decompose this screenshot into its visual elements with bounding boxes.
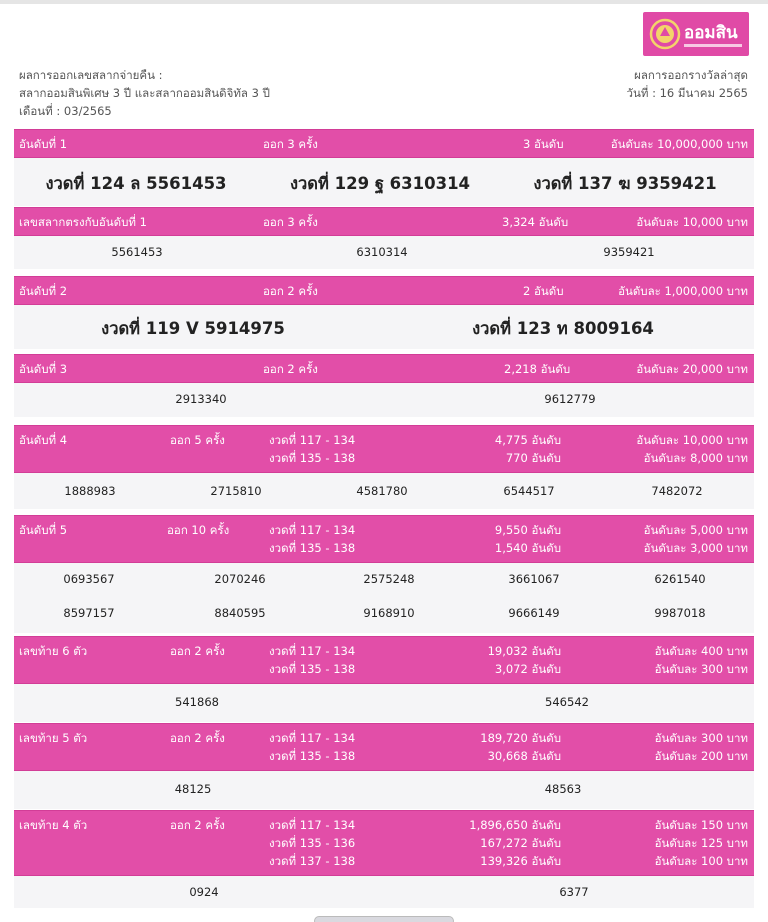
winning-number: 2070246 <box>214 572 266 586</box>
prize-2-header <box>14 276 754 305</box>
draw-times: ออก 2 ครั้ง <box>170 731 225 745</box>
winning-number: 7482072 <box>651 484 703 498</box>
prize-count: 3 อันดับ <box>523 137 564 151</box>
period-range: งวดที่ 135 - 136 <box>269 836 356 850</box>
prize-count: 189,720 อันดับ <box>480 731 561 745</box>
winning-number: 6261540 <box>654 572 706 586</box>
winning-number: 8840595 <box>214 606 266 620</box>
prize-amount: อันดับละ 5,000 บาท <box>643 523 748 537</box>
latest-results-label: ผลการออกรางวัลล่าสุด <box>634 68 748 82</box>
period-range: งวดที่ 117 - 134 <box>269 818 356 832</box>
period-range: งวดที่ 117 - 134 <box>269 523 356 537</box>
prize-count: 19,032 อันดับ <box>487 644 561 658</box>
last-6-digits-numbers <box>14 684 754 722</box>
header-left <box>19 66 270 120</box>
prize-3-header <box>14 354 754 383</box>
prize-count: 167,272 อันดับ <box>480 836 561 850</box>
prize-1-match-section <box>14 207 754 269</box>
period-range: งวดที่ 117 - 134 <box>269 644 356 658</box>
winning-number: 541868 <box>175 695 219 709</box>
prize-count: 770 อันดับ <box>505 451 561 465</box>
prize-amount: อันดับละ 125 บาท <box>654 836 748 850</box>
winning-number: 48125 <box>174 782 212 796</box>
winning-number: งวดที่ 129 ฐ 6310314 <box>289 174 471 193</box>
prize-3-numbers <box>14 383 754 417</box>
prize-amount: อันดับละ 150 บาท <box>654 818 748 832</box>
prize-label: อันดับที่ 2 <box>19 284 68 298</box>
prize-label: อันดับที่ 4 <box>19 433 68 447</box>
prize-amount: อันดับละ 10,000,000 บาท <box>610 137 748 151</box>
winning-number: 9612779 <box>544 392 596 406</box>
prize-amount: อันดับละ 20,000 บาท <box>636 362 748 376</box>
winning-number: 3661067 <box>508 572 560 586</box>
winning-number: 8597157 <box>63 606 115 620</box>
winning-number: 0693567 <box>63 572 115 586</box>
header-subtitle: สลากออมสินพิเศษ 3 ปี และสลากออมสินดิจิทัล 3 ปี <box>19 86 270 100</box>
prize-amount: อันดับละ 8,000 บาท <box>643 451 748 465</box>
last-5-digits-header <box>14 723 754 771</box>
draw-times: ออก 2 ครั้ง <box>170 644 225 658</box>
prize-amount: อันดับละ 10,000 บาท <box>636 433 748 447</box>
winning-number: งวดที่ 119 V 5914975 <box>101 319 285 338</box>
winning-number: 2913340 <box>175 392 227 406</box>
draw-times: ออก 2 ครั้ง <box>170 818 225 832</box>
last-5-digits-section <box>14 723 754 809</box>
last-4-digits-section <box>14 810 754 908</box>
draw-date: วันที่ : 16 มีนาคม 2565 <box>626 86 748 100</box>
draw-times: ออก 2 ครั้ง <box>263 362 318 376</box>
winning-number: 6310314 <box>356 245 408 259</box>
logo-text: ออมสิน <box>684 23 738 43</box>
prize-label: เลขท้าย 5 ตัว <box>19 731 88 745</box>
last-4-digits-header <box>14 810 754 876</box>
winning-number: 4581780 <box>356 484 408 498</box>
prize-amount: อันดับละ 10,000 บาท <box>636 215 748 229</box>
prize-count: 3,072 อันดับ <box>494 662 561 676</box>
prize-label: อันดับที่ 5 <box>19 523 68 537</box>
prize-5-numbers <box>14 563 754 633</box>
last-5-digits-numbers <box>14 771 754 809</box>
prize-4-header <box>14 425 754 473</box>
winning-number: 9359421 <box>603 245 655 259</box>
prize-count: 9,550 อันดับ <box>494 523 561 537</box>
scroll-handle[interactable] <box>314 916 454 922</box>
period-range: งวดที่ 135 - 138 <box>269 541 356 555</box>
period-range: งวดที่ 135 - 138 <box>269 451 356 465</box>
last-6-digits-header <box>14 636 754 684</box>
gsb-logo[interactable] <box>643 12 749 56</box>
winning-number: 0924 <box>189 885 219 899</box>
draw-times: ออก 3 ครั้ง <box>263 137 318 151</box>
prize-amount: อันดับละ 1,000,000 บาท <box>618 284 748 298</box>
header-month: เดือนที่ : 03/2565 <box>19 104 112 118</box>
prize-1-header <box>14 129 754 158</box>
prize-4-numbers <box>14 473 754 509</box>
winning-number: 2575248 <box>363 572 415 586</box>
winning-number: 9987018 <box>654 606 706 620</box>
prize-count: 2,218 อันดับ <box>504 362 571 376</box>
draw-times: ออก 10 ครั้ง <box>167 523 230 537</box>
prize-count: 3,324 อันดับ <box>502 215 569 229</box>
period-range: งวดที่ 137 - 138 <box>269 854 356 868</box>
prize-2-numbers <box>14 305 754 349</box>
last-6-digits-section <box>14 636 754 722</box>
header-right <box>627 66 748 102</box>
winning-number: 6377 <box>559 885 589 899</box>
draw-times: ออก 2 ครั้ง <box>263 284 318 298</box>
prize-count: 30,668 อันดับ <box>487 749 561 763</box>
prize-1-numbers <box>14 158 754 206</box>
draw-times: ออก 3 ครั้ง <box>263 215 318 229</box>
winning-number: งวดที่ 124 ล 5561453 <box>45 174 227 193</box>
period-range: งวดที่ 135 - 138 <box>269 662 356 676</box>
prize-label: อันดับที่ 3 <box>19 362 68 376</box>
period-range: งวดที่ 117 - 134 <box>269 433 356 447</box>
last-4-digits-numbers <box>14 876 754 908</box>
prize-label: อันดับที่ 1 <box>19 137 68 151</box>
winning-number: งวดที่ 123 ท 8009164 <box>472 319 654 338</box>
prize-1-match-header <box>14 207 754 236</box>
prize-4-section <box>14 425 754 509</box>
prize-amount: อันดับละ 300 บาท <box>654 731 748 745</box>
prize-1-match-numbers <box>14 236 754 269</box>
prize-2-section <box>14 276 754 349</box>
period-range: งวดที่ 135 - 138 <box>269 749 356 763</box>
winning-number: 48563 <box>544 782 582 796</box>
winning-number: 2715810 <box>210 484 262 498</box>
prize-amount: อันดับละ 3,000 บาท <box>643 541 748 555</box>
prize-amount: อันดับละ 300 บาท <box>654 662 748 676</box>
prize-amount: อันดับละ 400 บาท <box>654 644 748 658</box>
winning-number: 6544517 <box>503 484 555 498</box>
draw-times: ออก 5 ครั้ง <box>170 433 225 447</box>
period-range: งวดที่ 117 - 134 <box>269 731 356 745</box>
prize-count: 4,775 อันดับ <box>494 433 561 447</box>
prize-amount: อันดับละ 100 บาท <box>654 854 748 868</box>
prize-count: 1,896,650 อันดับ <box>469 818 561 832</box>
prize-5-header <box>14 515 754 563</box>
top-border <box>0 0 768 4</box>
prize-count: 1,540 อันดับ <box>494 541 561 555</box>
winning-number: 5561453 <box>111 245 163 259</box>
prize-1-section <box>14 129 754 206</box>
winning-number: 9168910 <box>363 606 415 620</box>
prize-label: เลขท้าย 4 ตัว <box>19 818 88 832</box>
prize-5-section <box>14 515 754 633</box>
header-title: ผลการออกเลขสลากจ่ายคืน : <box>19 68 163 82</box>
winning-number: งวดที่ 137 ฆ 9359421 <box>533 174 717 193</box>
prize-count: 139,326 อันดับ <box>480 854 561 868</box>
prize-amount: อันดับละ 200 บาท <box>654 749 748 763</box>
winning-number: 1888983 <box>64 484 116 498</box>
winning-number: 546542 <box>545 695 589 709</box>
prize-label: เลขท้าย 6 ตัว <box>19 644 88 658</box>
winning-number: 9666149 <box>508 606 560 620</box>
prize-3-section <box>14 354 754 417</box>
prize-label: เลขสลากตรงกับอันดับที่ 1 <box>19 215 147 229</box>
prize-count: 2 อันดับ <box>523 284 564 298</box>
